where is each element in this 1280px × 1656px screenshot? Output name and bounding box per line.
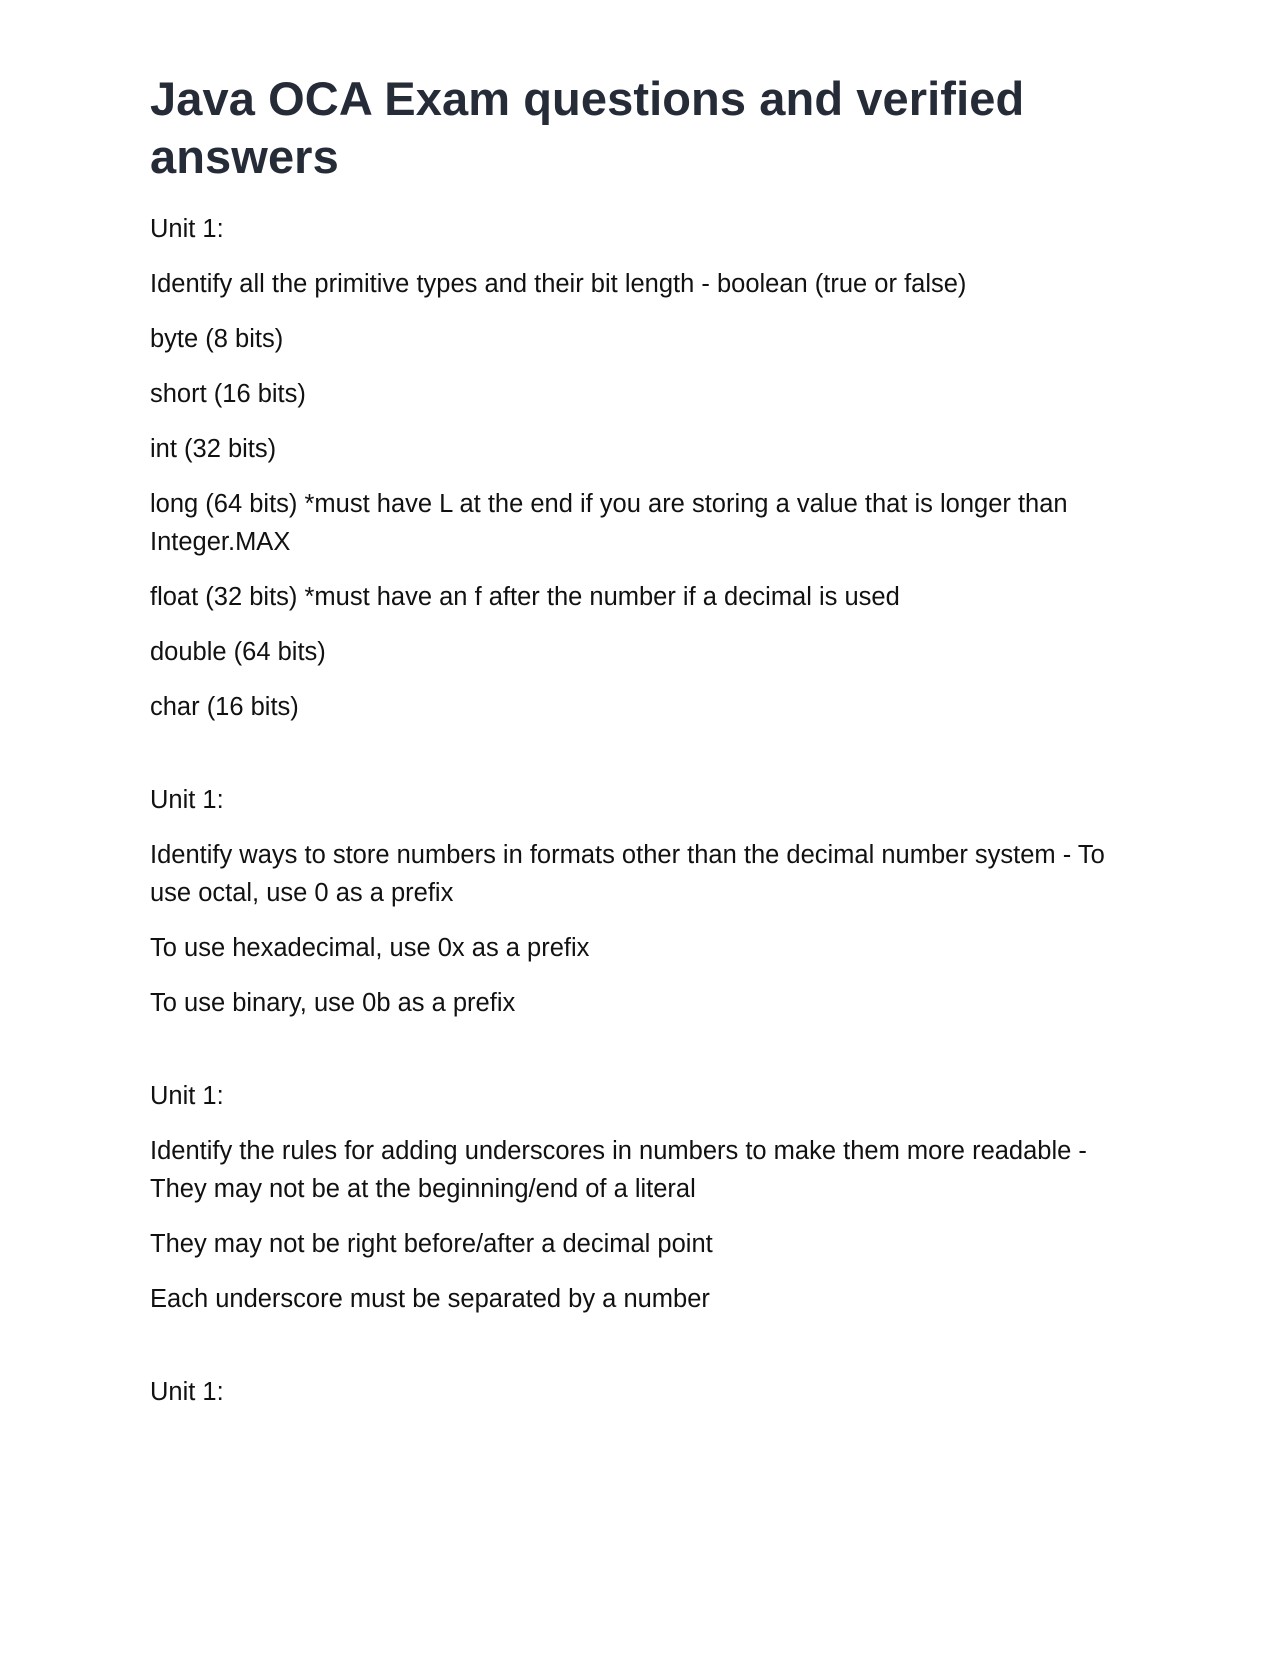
answer-line: To use hexadecimal, use 0x as a prefix — [150, 934, 590, 962]
section-2 — [150, 781, 1140, 1022]
question-line: Identify ways to store numbers in formats other than the decimal number system - To use octal, use 0 as a prefix — [150, 841, 1112, 907]
answer-line: char (16 bits) — [150, 693, 299, 721]
question-line: Identify all the primitive types and their bit length - boolean (true or false) — [150, 270, 967, 298]
section-4 — [150, 1373, 1140, 1411]
answer-line: short (16 bits) — [150, 380, 306, 408]
answer-line: float (32 bits) *must have an f after the number if a decimal is used — [150, 583, 900, 611]
answer-line: To use binary, use 0b as a prefix — [150, 989, 516, 1017]
answer-line: byte (8 bits) — [150, 325, 284, 353]
question-line: Identify the rules for adding underscores in numbers to make them more readable - They may not be at the beginning/end of a literal — [150, 1137, 1094, 1203]
unit-label: Unit 1: — [150, 1378, 224, 1406]
unit-label: Unit 1: — [150, 1082, 224, 1110]
document-content — [150, 70, 1140, 1428]
answer-line: double (64 bits) — [150, 638, 326, 666]
answer-line: Each underscore must be separated by a number — [150, 1285, 710, 1313]
unit-label: Unit 1: — [150, 786, 224, 814]
answer-line: long (64 bits) *must have L at the end if you are storing a value that is longer than Integer.MAX — [150, 490, 1075, 556]
answer-line: They may not be right before/after a decimal point — [150, 1230, 713, 1258]
answer-line: int (32 bits) — [150, 435, 277, 463]
section-1 — [150, 210, 1140, 726]
unit-label: Unit 1: — [150, 215, 224, 243]
document-title: Java OCA Exam questions and verified answers — [150, 72, 1025, 183]
section-3 — [150, 1077, 1140, 1318]
